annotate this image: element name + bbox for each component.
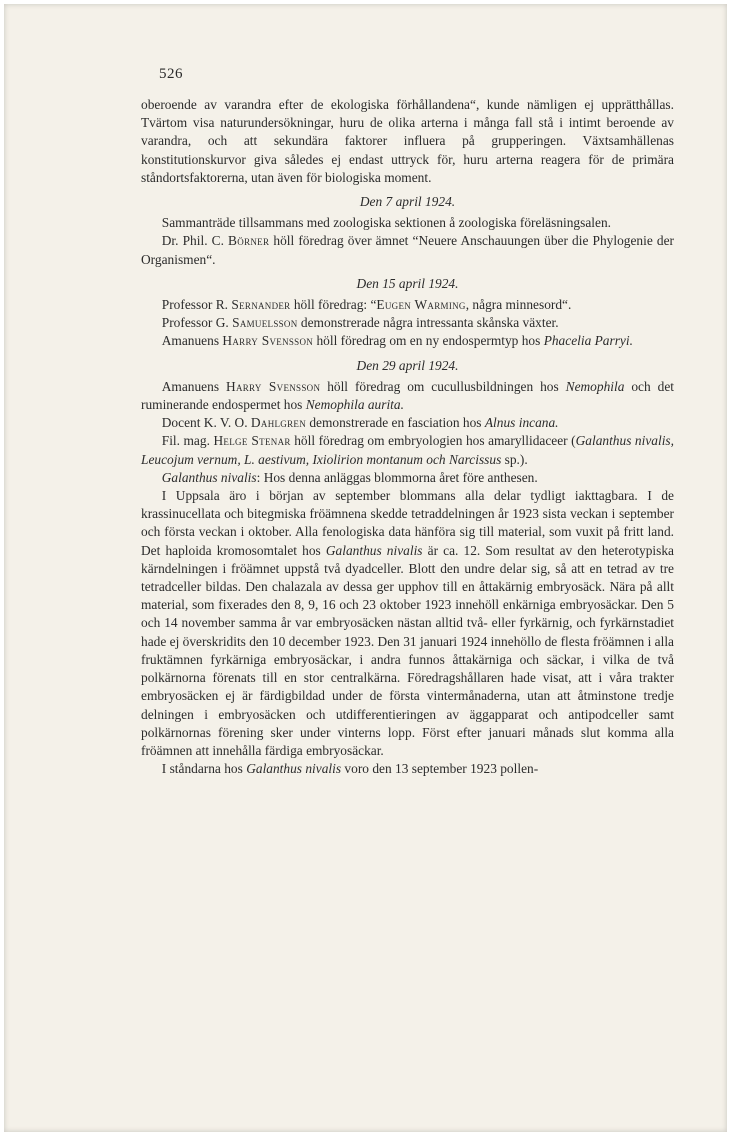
paragraph-intro: oberoende av varandra efter de ekologiska förhållandena“, kunde nämligen ej upprätthållas. Tvärtom visa naturundersökningar, huru de olika arterna i många fall stå i intimt beroende av varandra, och att sekundära faktorer influera på grupperingen. Växtsamhällenas konstitutionskurvor giva således ej endast uttryck för, huru arterna reagera för de primära ståndortsfaktorerna, utan även för biologiska moment. [141,97,674,185]
page-number: 526 [159,66,183,82]
person-name: Börner [228,233,270,249]
scanned-page [4,4,727,1132]
page-body [141,96,674,778]
species-name: Galanthus nivalis [246,761,342,777]
species-name: Galanthus nivalis, Leucojum vernum, L. aestivum, Ixiolirion montanum och Narcissus [141,433,674,467]
meeting-date: Den 15 april 1924. [356,275,459,291]
paragraph: I ståndarna hos Galanthus nivalis voro den 13 september 1923 pollen- [161,761,539,777]
person-name: Sernander [231,297,291,313]
paragraph: Sammanträde tillsammans med zoologiska sektionen å zoologiska föreläsningsalen. [161,215,611,231]
species-name: Nemophila [565,378,625,394]
paragraph: Amanuens Harry Svensson höll föredrag om en ny endospermtyp hos Phacelia Parryi. [161,333,633,349]
species-name: Nemophila aurita. [305,397,404,413]
person-name: Helge Stenar [213,433,291,449]
paragraph: I Uppsala äro i början av september blommans alla delar tydligt iakttagbara. I de krassinucellata och bitegmiska fröämnena skedde tetraddelningen år 1923 sista veckan i september och första veckan i oktober. Alla fenologiska data hänföra sig till material, som vuxit på fritt land. Det haploida kromosomtalet hos Galanthus nivalis är ca. 12. Som resultat av den heterotypiska kärndelningen i fröämnet uppstå två dyadceller. Blott den undre delar sig, så att en tetrad av tre tetradceller bildas. Den chalazala av dessa ger upphov till en åttakärnig embryosäck. Nära på allt material, som fixerades den 8, 9, 16 och 23 oktober 1923 innehöll enkärniga embryosäckar. Den 5 och 14 november samma år var embryosäcken nästan alltid två- eller fyrkärnig, och fyrkärnstadiet hade ej överskridits den 10 december 1923. Den 31 januari 1924 innehöllo de flesta fröämnen i alla fruktämnen fyrkärniga embryosäckar, i andra funnos åttakärniga och säckar, i vilka de två polkärnorna förenats till en stor centralkärna. Föredragshållaren hade visat, att i våra trakter embryosäcken ej är färdigbildad under de första vintermånaderna, utan att åtminstone tredje delningen i embryosäcken och utdifferentieringen av äggapparat och antipodceller samt polkärnornas förening sker under vinterns lopp. Först efter januari månads slut komma alla fröämnen att innehålla färdiga embryosäckar. [141,488,674,758]
meeting-date: Den 7 april 1924. [359,194,456,210]
species-name: Galanthus nivalis [325,542,423,558]
species-name: Phacelia Parryi. [543,333,633,349]
paragraph: Dr. Phil. C. Börner höll föredrag över ämnet “Neuere Anschauungen über die Phylogenie der Organismen“. [141,233,674,267]
paragraph: Professor R. Sernander höll föredrag: “Eugen Warming, några minnesord“. [161,297,572,313]
person-name: Harry Svensson [225,378,321,394]
person-name: Eugen Warming [376,297,466,313]
meeting-date: Den 29 april 1924. [356,357,459,373]
person-name: Samuelsson [232,315,298,331]
species-name: Alnus incana. [484,415,559,431]
species-name: Galanthus nivalis [161,469,257,485]
paragraph: Docent K. V. O. Dahlgren demonstrerade en fasciation hos Alnus incana. [161,415,559,431]
paragraph: Amanuens Harry Svensson höll föredrag om cucullusbildningen hos Nemophila och det ruminerande endospermet hos Nemophila aurita. [141,378,674,413]
paragraph: Professor G. Samuelsson demonstrerade några intressanta skånska växter. [161,315,559,331]
paragraph: Galanthus nivalis: Hos denna anläggas blommorna året före anthesen. [161,469,538,485]
person-name: Dahlgren [250,415,306,431]
person-name: Harry Svensson [222,333,314,349]
paragraph: Fil. mag. Helge Stenar höll föredrag om embryologien hos amaryllidaceer (Galanthus nivalis, Leucojum vernum, L. aestivum, Ixiolirion montanum och Narcissus sp.). [141,433,674,467]
